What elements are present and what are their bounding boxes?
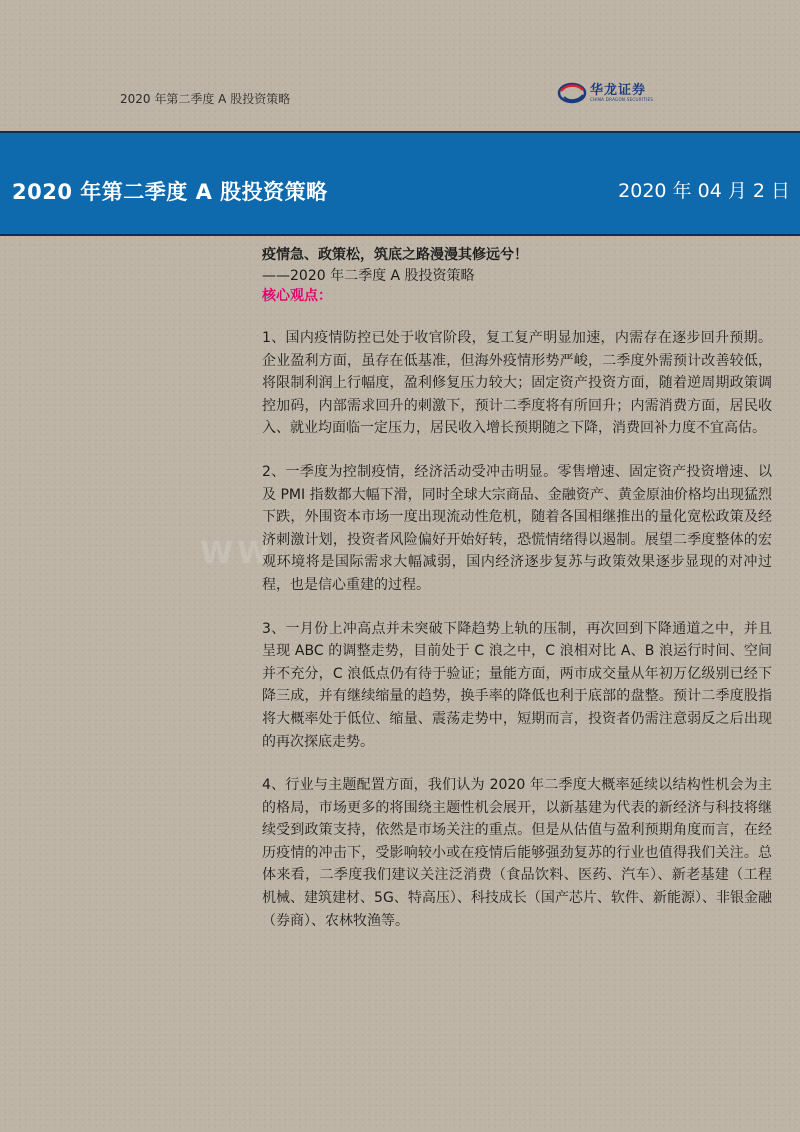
core-view-paragraph-1: 1、国内疫情防控已处于收官阶段，复工复产明显加速，内需存在逐步回升预期。企业盈利方面，虽存在低基准，但海外疫情形势严峻，二季度外需预计改善较低，将限制利润上行幅度，盈利修复压力较大；固定资产投资方面，随着逆周期政策调控加码，内部需求回升的刺激下，预计二季度将有所回升；内需消费方面，居民收入、就业均面临一定压力，居民收入增长预期随之下降，消费回补力度不宜高估。 (262, 330, 772, 437)
banner-title: 2020 年第二季度 A 股投资策略 (12, 180, 328, 204)
logo-name-en: CHINA DRAGON SECURITIES (590, 97, 654, 102)
report-headline: 疫情急、政策松，筑底之路漫漫其修远兮！ (262, 247, 528, 263)
report-date: 2020 年 04 月 2 日 (618, 180, 790, 202)
report-subheadline: ——2020 年二季度 A 股投资策略 (262, 268, 475, 284)
title-banner (0, 131, 800, 236)
core-views-label: 核心观点： (262, 288, 332, 304)
core-view-paragraph-2: 2、一季度为控制疫情，经济活动受冲击明显。零售增速、固定资产投资增速、以及 PMI 指数都大幅下滑，同时全球大宗商品、金融资产、黄金原油价格均出现猛烈下跌，外围资本市场一度出现流动性危机，随着各国相继推出的量化宽松政策及经济刺激计划，投资者风险偏好开始好转，恐慌情绪得以遏制。展望二季度整体的宏观环境将是国际需求大幅减弱，国内经济逐步复苏与政策效果逐步显现的对冲过程，也是信心重建的过程。 (262, 463, 772, 593)
page-header-title: 2020 年第二季度 A 股投资策略 (120, 92, 291, 106)
report-summary (262, 245, 772, 932)
watermark: WW (200, 536, 275, 571)
company-logo (556, 78, 666, 110)
logo-name-cn: 华龙证券 (590, 83, 647, 98)
dragon-logo-icon (556, 78, 590, 108)
core-view-paragraph-3: 3、一月份上冲高点并未突破下降趋势上轨的压制，再次回到下降通道之中，并且呈现 ABC 的调整走势，目前处于 C 浪之中，C 浪相对比 A、B 浪运行时间、空间并不充分，C 浪低点仍有待于验证；量能方面，两市成交量从年初万亿级别已经下降三成，并有继续缩量的趋势，换手率的降低也利于底部的盘整。预计二季度股指将大概率处于低位、缩量、震荡走势中，短期而言，投资者仍需注意弱反之后出现的再次探底走势。 (262, 620, 772, 750)
core-view-paragraph-4: 4、行业与主题配置方面，我们认为 2020 年二季度大概率延续以结构性机会为主的格局，市场更多的将围绕主题性机会展开，以新基建为代表的新经济与科技将继续受到政策支持，依然是市场关注的重点。但是从估值与盈利预期角度而言，在经历疫情的冲击下，受影响较小或在疫情后能够强劲复苏的行业也值得我们关注。总体来看，二季度我们建议关注泛消费（食品饮料、医药、汽车）、新老基建（工程机械、建筑建材、5G、特高压）、科技成长（国产芯片、软件、新能源）、非银金融（券商）、农林牧渔等。 (262, 777, 772, 929)
